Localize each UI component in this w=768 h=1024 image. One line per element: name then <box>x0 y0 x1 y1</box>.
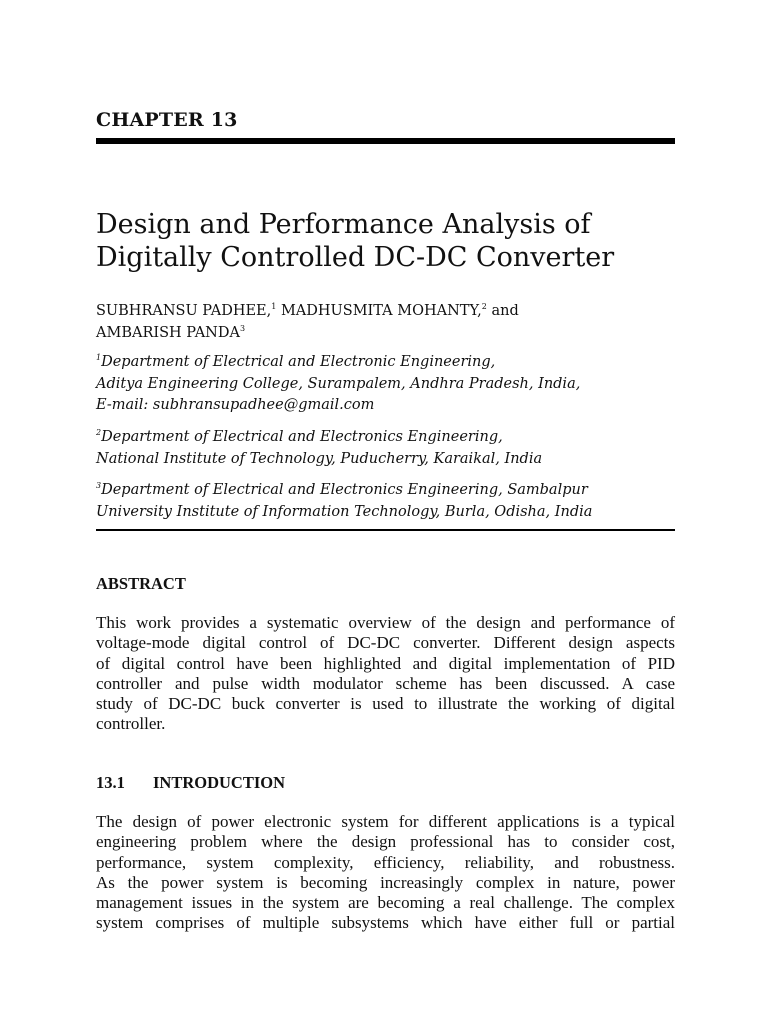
affiliation-divider <box>96 529 675 531</box>
affiliation <box>96 480 675 523</box>
text-line: management issues in the system are becoming a real challenge. The complex <box>96 893 675 913</box>
affiliation-line: University Institute of Information Technology, Burla, Odisha, India <box>96 503 593 520</box>
affiliation-text: Department of Electrical and Electronics Engineering, Sambalpur <box>101 482 588 498</box>
introduction-heading <box>96 773 285 793</box>
text-line: engineering problem where the design professional has to consider cost, <box>96 832 675 852</box>
text-line: voltage-mode digital control of DC-DC converter. Different design aspects <box>96 633 675 653</box>
affiliation-line <box>96 480 675 502</box>
section-title: INTRODUCTION <box>153 773 286 792</box>
author-name: MADHUSMITA MOHANTY, <box>276 303 482 319</box>
text-line: study of DC-DC buck converter is used to illustrate the working of digital <box>96 694 675 714</box>
affiliation-mark: 1 <box>96 353 102 363</box>
affiliation <box>96 427 675 470</box>
affiliation-line <box>96 427 675 449</box>
author-affiliation-mark: 3 <box>239 324 246 334</box>
chapter-rule <box>96 138 675 144</box>
author-conjunction: and <box>486 303 519 319</box>
affiliation <box>96 352 675 417</box>
title-line: Digitally Controlled DC-DC Converter <box>96 242 615 273</box>
author-affiliation-mark: 2 <box>481 302 487 312</box>
affiliation-text: Department of Electrical and Electronics Engineering, <box>101 429 503 445</box>
affiliation-mark: 2 <box>96 428 102 438</box>
text-line: The design of power electronic system for different applications is a typical <box>96 812 675 831</box>
introduction-body <box>96 812 675 934</box>
abstract-body <box>96 613 675 735</box>
text-line: This work provides a systematic overview of the design and performance of <box>96 613 675 632</box>
affiliation-text: Department of Electrical and Electronic Engineering, <box>101 354 496 370</box>
abstract-heading: ABSTRACT <box>96 574 186 593</box>
affiliation-mark: 3 <box>96 481 102 491</box>
text-line: system comprises of multiple subsystems which have either full or partial <box>96 913 675 933</box>
author-list <box>96 300 675 344</box>
author-affiliation-mark: 1 <box>271 302 277 312</box>
affiliation-line: National Institute of Technology, Puducherry, Karaikal, India <box>96 450 543 467</box>
text-line: performance, system complexity, efficiency, reliability, and robustness. <box>96 852 675 872</box>
title-line: Design and Performance Analysis of <box>96 209 591 240</box>
section-number: 13.1 <box>96 773 125 792</box>
text-line: controller. <box>96 714 166 734</box>
affiliation-line <box>96 352 675 374</box>
chapter-label: CHAPTER 13 <box>96 109 238 131</box>
author-name: SUBHRANSU PADHEE, <box>96 303 272 319</box>
text-line: of digital control have been highlighted and digital implementation of PID <box>96 653 675 673</box>
author-name: AMBARISH PANDA <box>96 325 240 341</box>
author-line <box>96 300 675 322</box>
text-line: As the power system is becoming increasingly complex in nature, power <box>96 872 675 892</box>
affiliation-email: E-mail: subhransupadhee@gmail.com <box>96 397 375 413</box>
paper-title <box>96 208 675 274</box>
author-line <box>96 322 675 344</box>
affiliation-line: Aditya Engineering College, Surampalem, Andhra Pradesh, India, <box>96 375 581 392</box>
text-line: controller and pulse width modulator scheme has been discussed. A case <box>96 673 675 693</box>
